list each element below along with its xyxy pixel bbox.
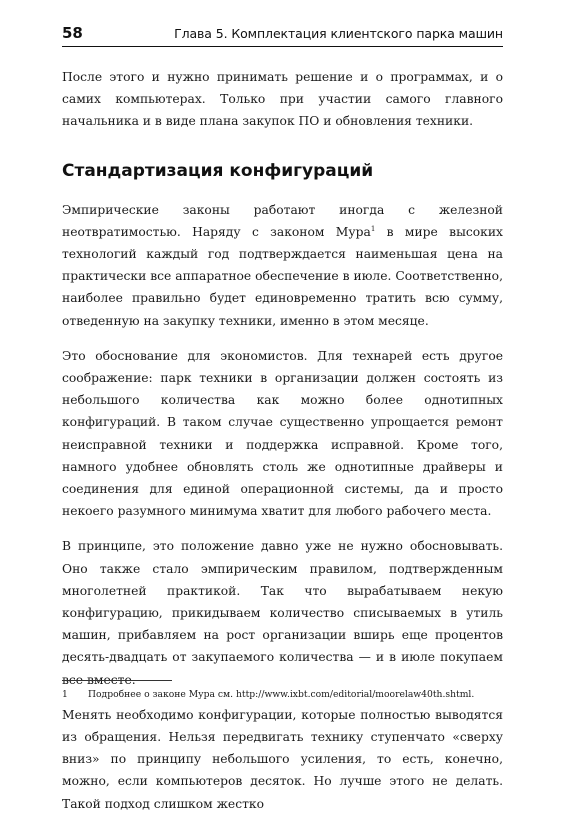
page-number: 58	[62, 24, 83, 42]
paragraph-1-start: Эмпирические законы работают иногда с железной неотвратимостью. Наряду с законом Мура	[62, 202, 503, 239]
footnote-text: Подробнее о законе Мура см. http://www.ixbt.com/editorial/moorelaw40th.shtml.	[88, 689, 475, 700]
intro-paragraph: После этого и нужно принимать решение и о программах, и о самих компьютерах. Только при участии самого главного начальника и в виде плана закупок ПО и обновления техники.	[62, 70, 503, 129]
footnote	[62, 688, 503, 701]
paragraph-1-rest: в мире высоких технологий каждый год подтверждается наименьшая цена на практически все аппаратное обеспечение в июле. Соответственно, наиболее правильно будет единовременно тратить всю сумму, отведенную на закупку техники, именно в этом месяце.	[62, 224, 503, 328]
paragraph-3: В принципе, это положение давно уже не нужно обосновывать. Оно также стало эмпирическим правилом, подтвержденным многолетней практикой. Так что вырабатываем некую конфигурацию, прикидываем количество списываемых в утиль машин, прибавляем на рост организации вширь еще процентов десять-двадцать от закупаемого количества — и в июле покупаем все вместе.	[62, 539, 503, 687]
running-head	[62, 18, 503, 47]
section-heading: Стандартизация конфигураций	[62, 160, 374, 181]
paragraph-2: Это обоснование для экономистов. Для технарей есть другое соображение: парк техники в организации должен состоять из небольшого количества как можно более однотипных конфигураций. В таком случае существенно упрощается ремонт неисправной техники и поддержка исправной. Кроме того, намного удобнее обновлять столь же однотипные драйверы и соединения для единой операционной системы, да и просто некоего разумного минимума хватит для любого рабочего места.	[62, 348, 503, 519]
paragraph-1	[62, 199, 503, 332]
footnote-divider	[62, 680, 172, 681]
page-body	[62, 66, 503, 828]
footnote-reference: 1	[370, 224, 376, 233]
chapter-title: Глава 5. Комплектация клиентского парка машин	[174, 26, 503, 41]
footnote-mark: 1	[62, 689, 68, 700]
paragraph-4: Менять необходимо конфигурации, которые полностью выводятся из обращения. Нельзя передвигать технику ступенчато «сверху вниз» по принципу небольшого усиления, то есть, конечно, можно, если компьютеров десяток. Но лучше этого не делать. Такой подход слишком жестко	[62, 707, 503, 811]
